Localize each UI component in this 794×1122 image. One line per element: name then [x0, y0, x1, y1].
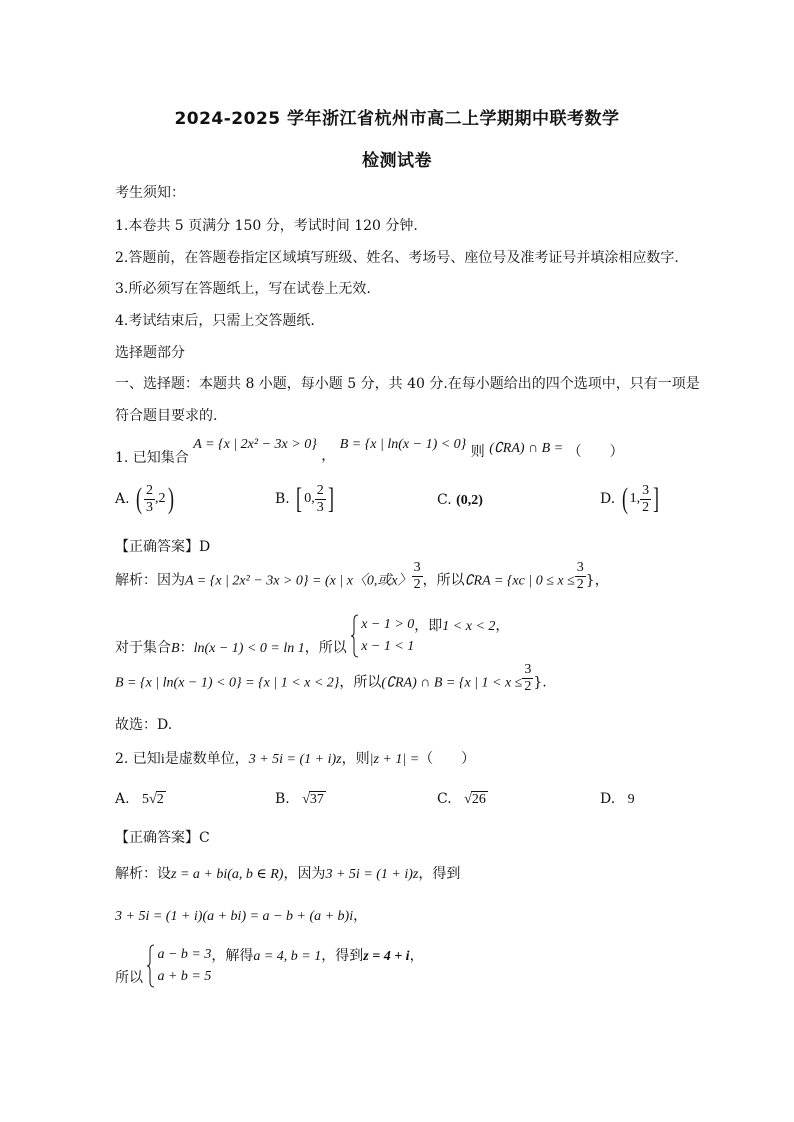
q2-stem-prefix: 2. 已知 — [115, 751, 161, 767]
q1-set-a: A = {x | 2x² − 3x > 0} — [193, 437, 317, 452]
q1-option-a-label: A. — [115, 491, 130, 507]
bracket-close: ] — [653, 482, 660, 515]
q2-answer: 【正确答案】C — [115, 830, 210, 846]
q1-sol3-frac: $\frac{3}{2}$ — [524, 662, 532, 694]
q2-sol3-system — [147, 944, 211, 988]
q1-b-frac: $\frac{2}{3}$ — [316, 482, 324, 515]
q1-answer: 【正确答案】D — [115, 539, 211, 555]
notice-item-2: 2.答题前，在答题卷指定区域填写班级、姓名、考场号、座位号及准考证号并填涂相应数字. — [115, 250, 679, 266]
q1-stem-prefix: 1. 已知集合 — [115, 450, 189, 466]
q1-ask: (∁RA) ∩ B = — [489, 441, 564, 456]
q2-sol3-get: ，得到 — [321, 948, 364, 964]
q2-stem-mid: 是虚数单位， — [164, 751, 249, 767]
section-intro-line-1: 一、选择题：本题共 8 小题，每小题 5 分，共 40 分.在每小题给出的四个选项中，只有一项是 — [115, 376, 700, 392]
paren-open: ( — [136, 482, 143, 515]
q1-solution-line-2 — [115, 614, 509, 660]
q1-option-c-label: C. — [437, 492, 452, 508]
q2-option-d-label: D. — [600, 791, 616, 807]
brace-icon — [351, 614, 359, 658]
q1-sol-close-1: }， — [585, 572, 609, 589]
paren-close: ) — [167, 482, 174, 515]
q1-d-lower: 1, — [629, 491, 641, 506]
q1-stem — [115, 437, 624, 472]
q2-sol2-expr: 3 + 5i = (1 + i)(a + bi) = a − b + (a + b)i — [115, 909, 354, 924]
q1-sol-set-a: A = {x | 2x² − 3x > 0} = (x | x〈0,或x〉 — [185, 573, 412, 589]
page-subtitle: 检测试卷 — [362, 151, 432, 171]
q2-sol3-z: z = 4 + i — [363, 949, 410, 964]
q2-option-d-value: 9 — [627, 792, 635, 807]
q2-sol1-prefix: 解析：设 — [115, 866, 171, 882]
q2-option-a-rad: 2 — [156, 792, 164, 807]
radical-icon: √ — [302, 792, 310, 807]
q2-stem-i: i — [160, 752, 165, 767]
q1-sol-frac-2: $\frac{3}{2}$ — [576, 560, 584, 592]
q1-option-b — [275, 482, 336, 516]
q2-option-c — [437, 791, 488, 808]
q1-sol3-b: B = {x | ln(x − 1) < 0} = {x | 1 < x < 2} — [115, 675, 340, 691]
q1-sol2-comma: ， — [495, 618, 510, 634]
q2-sol1-since: ，因为 — [283, 866, 326, 882]
q1-d-frac: $\frac{3}{2}$ — [642, 482, 650, 515]
brace-icon — [147, 944, 155, 988]
q1-blank: （ ） — [567, 444, 624, 460]
q2-option-b-label: B. — [275, 791, 290, 807]
q2-sol3-solve: ，解得 — [211, 948, 254, 964]
q1-sol2-colon: ： — [179, 640, 194, 656]
q2-sol3-so: 所以 — [115, 970, 143, 986]
q1-solution-line-1 — [115, 560, 609, 604]
paren-open: ( — [621, 482, 628, 515]
q1-sol-mid: ，所以 — [422, 572, 465, 589]
q1-a-frac: $\frac{2}{3}$ — [146, 482, 154, 515]
q1-sol3-so: ，所以 — [339, 674, 382, 691]
q2-option-a — [115, 791, 166, 808]
q1-sol2-sys-row-1: x − 1 > 0 — [361, 617, 415, 632]
radical-icon: √ — [464, 792, 472, 807]
q1-solution-line-3 — [115, 662, 547, 706]
q1-option-c-value: (0,2) — [456, 493, 483, 508]
q1-sol2-system — [351, 614, 414, 658]
q2-stem-eq: 3 + 5i = (1 + i)z — [248, 752, 342, 767]
q1-set-b: B = {x | ln(x − 1) < 0} — [339, 437, 467, 452]
q1-option-d-label: D. — [600, 491, 616, 507]
q1-option-d — [600, 482, 661, 516]
notice-item-1: 1.本卷共 5 页满分 150 分，考试时间 120 分钟. — [115, 218, 418, 234]
q1-sol2-ji: ，即 — [414, 618, 443, 634]
q2-sol3-sys-row-2: a + b = 5 — [157, 969, 212, 984]
q1-sol2-sys-row-2: x − 1 < 1 — [361, 639, 415, 654]
q1-b-lower: 0, — [304, 491, 315, 506]
q2-option-b-rad: 37 — [309, 792, 324, 807]
q1-a-upper: ,2 — [155, 491, 166, 506]
q1-conclusion: 故选：D. — [115, 717, 173, 733]
q2-option-a-coef: 5 — [142, 792, 150, 807]
q2-sol3-vals: a = 4, b = 1 — [253, 949, 322, 964]
q1-sol3-res: (∁RA) ∩ B = {x | 1 < x ≤ — [381, 675, 523, 691]
q1-sol2-b: B — [171, 641, 180, 656]
q2-solution-line-2 — [115, 906, 367, 927]
q1-sol-comp: ∁RA = {xc | 0 ≤ x ≤ — [464, 573, 575, 589]
q2-stem — [115, 749, 475, 770]
q1-stem-then: 则 — [470, 444, 485, 460]
q2-sol3-sys-row-1: a − b = 3 — [157, 947, 212, 962]
notice-heading: 考生须知： — [115, 185, 185, 201]
q2-option-c-rad: 26 — [471, 792, 486, 807]
q1-sol-prefix: 解析：因为 — [115, 572, 185, 589]
q2-blank: （ ） — [419, 751, 476, 767]
page-title: 2024-2025 学年浙江省杭州市高二上学期期中联考数学 — [174, 109, 620, 129]
q2-sol1-get: ，得到 — [418, 866, 461, 882]
q2-stem-then: ，则 — [341, 751, 370, 767]
q2-option-d — [600, 791, 635, 808]
q1-sol2-expr: ln(x − 1) < 0 = ln 1 — [193, 641, 305, 656]
q2-option-b — [275, 791, 326, 808]
section-intro-line-2: 符合题目要求的. — [115, 408, 218, 424]
bracket-open: [ — [296, 482, 303, 515]
q1-comma: ， — [321, 448, 336, 464]
bracket-close: ] — [327, 482, 334, 515]
q2-option-c-label: C. — [437, 791, 452, 807]
notice-item-4: 4.考试结束后，只需上交答题纸. — [115, 313, 315, 329]
q1-sol-frac-1: $\frac{3}{2}$ — [413, 560, 421, 592]
notice-item-3: 3.所必须写在答题纸上，写在试卷上无效. — [115, 281, 371, 297]
radical-icon: √ — [149, 792, 157, 807]
q1-sol2-range: 1 < x < 2 — [442, 619, 496, 634]
q2-solution-line-1 — [115, 864, 460, 885]
q2-option-a-label: A. — [115, 791, 130, 807]
q2-stem-ask: |z + 1| = — [369, 752, 420, 767]
q2-sol1-z: z = a + bi(a, b ∈ R) — [171, 867, 284, 882]
q1-option-b-label: B. — [275, 491, 290, 507]
q1-option-a — [115, 482, 176, 516]
q2-sol2-comma: ， — [353, 908, 368, 924]
q1-sol3-close: }. — [533, 674, 547, 691]
q1-sol2-so: ，所以 — [304, 640, 347, 656]
q1-option-c — [437, 492, 483, 509]
q2-sol3-comma: ， — [409, 948, 424, 964]
section-part-label: 选择题部分 — [115, 345, 185, 361]
q1-sol2-prefix: 对于集合 — [115, 640, 171, 656]
q2-sol1-eq: 3 + 5i = (1 + i)z — [325, 867, 419, 882]
q2-solution-line-3 — [115, 944, 424, 990]
